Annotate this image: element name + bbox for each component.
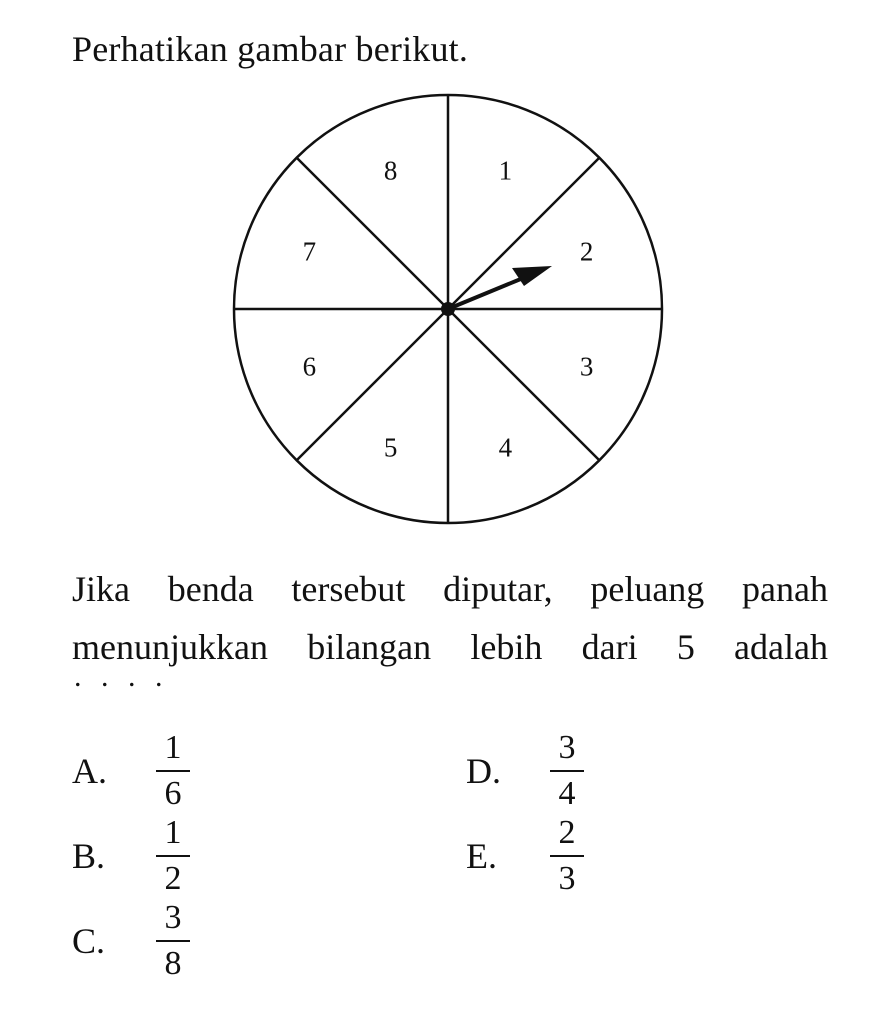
ellipsis: . . . . <box>74 660 169 693</box>
segment-number-3: 3 <box>579 351 594 382</box>
option-letter: C. <box>72 921 106 961</box>
fraction-bar <box>550 855 584 857</box>
question-text: Jika benda tersebut diputar, peluang panah menunjukkan bilangan lebih dari 5 adalah <box>72 569 828 667</box>
fraction-bar <box>156 940 190 942</box>
fraction-denominator: 8 <box>164 945 182 982</box>
fraction-denominator: 3 <box>558 860 576 897</box>
fraction-numerator: 3 <box>164 899 182 936</box>
segment-number-5: 5 <box>383 432 398 463</box>
intro-text: Perhatikan gambar berikut. <box>72 29 469 69</box>
fraction-bar <box>156 770 190 772</box>
option-fraction <box>156 728 190 814</box>
option-fraction <box>156 813 190 899</box>
fraction-numerator: 3 <box>558 729 576 766</box>
fraction-denominator: 2 <box>164 860 182 897</box>
segment-number-6: 6 <box>302 351 317 382</box>
segment-number-2: 2 <box>579 236 594 267</box>
segment-number-4: 4 <box>498 432 513 463</box>
segment-number-7: 7 <box>302 236 317 267</box>
segment-number-1: 1 <box>498 155 513 186</box>
spinner-spoke <box>297 158 448 309</box>
spinner-pivot <box>441 302 455 316</box>
option-fraction <box>156 898 190 984</box>
fraction-numerator: 1 <box>164 814 182 851</box>
segment-number-8: 8 <box>383 155 398 186</box>
option-letter: B. <box>72 836 106 876</box>
option-letter: A. <box>72 751 107 791</box>
fraction-bar <box>156 855 190 857</box>
option-letter: D. <box>466 751 501 791</box>
option-fraction <box>550 728 584 814</box>
spinner-spoke <box>448 158 599 309</box>
fraction-numerator: 2 <box>558 814 576 851</box>
fraction-bar <box>550 770 584 772</box>
fraction-numerator: 1 <box>164 729 182 766</box>
option-fraction <box>550 813 584 899</box>
fraction-denominator: 6 <box>164 775 182 812</box>
spinner-spoke <box>448 309 599 460</box>
option-letter: E. <box>466 836 497 876</box>
fraction-denominator: 4 <box>558 775 576 812</box>
arrow-icon <box>448 266 552 309</box>
spinner-spoke <box>297 309 448 460</box>
